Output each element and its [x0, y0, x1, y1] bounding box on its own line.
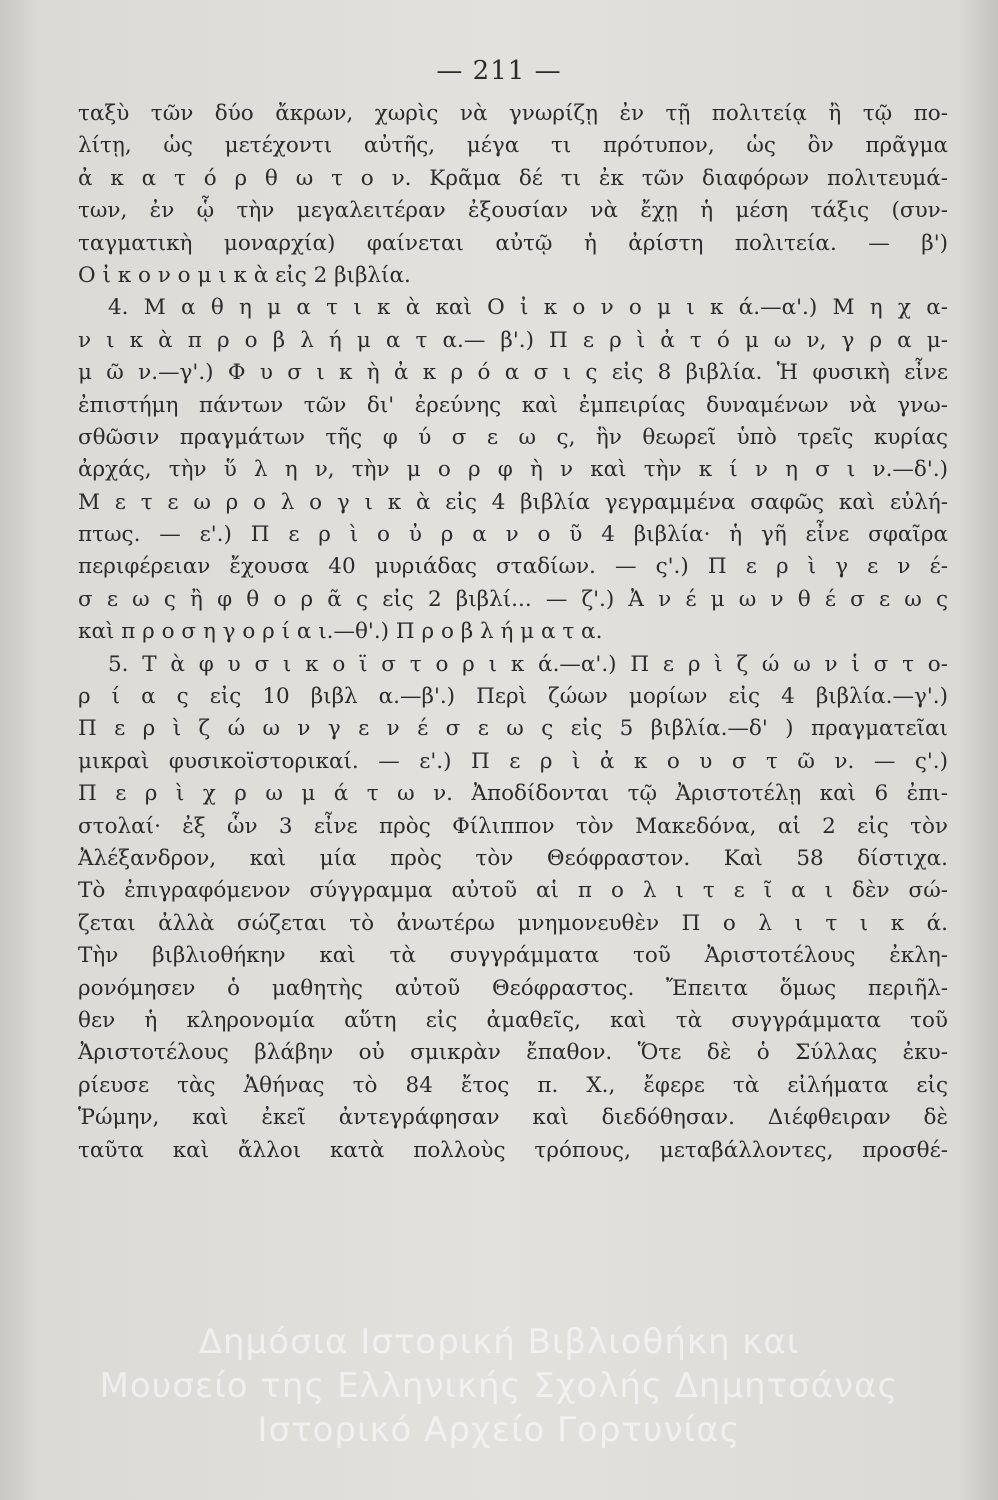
text-line: Ἀριστοτέλους βλάβην οὐ σμικρὰν ἔπαθον. Ὅτε δὲ ὁ Σύλλας ἐκυ- — [78, 1040, 948, 1066]
text-line: ταγματικὴ μοναρχία) φαίνεται αὐτῷ ἡ ἀρίστη πολιτεία. — β') — [78, 230, 948, 256]
text-line: λίτῃ, ὡς μετέχοντι αὐτῆς, μέγα τι πρότυπον, ὡς ὂν πρᾶγμα — [78, 133, 948, 159]
text-line: σ ε ω ς ἢ φ θ ο ρ ᾶ ς εἰς 2 βιβλί... — ζ'.) Ἀ ν έ μ ω ν θ έ σ ε ω ς — [78, 586, 948, 612]
text-line: Ο ἰ κ ο ν ο μ ι κ ὰ εἰς 2 βιβλία. — [78, 262, 411, 288]
text-line: Μ ε τ ε ω ρ ο λ ο γ ι κ ὰ εἰς 4 βιβλία γεγραμμένα σαφῶς καὶ εὐλή- — [78, 489, 948, 515]
text-line: 4. Μ α θ η μ α τ ι κ ὰ καὶ Ο ἰ κ ο ν ο μ ι κ ά.—α'.) Μ η χ α- — [108, 295, 948, 321]
text-line: ταῦτα καὶ ἄλλοι κατὰ πολλοὺς τρόπους, μεταβάλλοντες, προσθέ- — [78, 1137, 948, 1163]
text-line: στολαί· ἐξ ὧν 3 εἶνε πρὸς Φίλιππον τὸν Μακεδόνα, αἱ 2 εἰς τὸν — [78, 813, 948, 839]
text-line: ζεται ἀλλὰ σώζεται τὸ ἀνωτέρω μνημονευθὲν Π ο λ ι τ ι κ ά. — [78, 910, 948, 936]
library-watermark-line: Μουσείο της Ελληνικής Σχολής Δημητσάνας — [99, 1366, 899, 1406]
text-line: 5. Τ ὰ φ υ σ ι κ ο ϊ σ τ ο ρ ι κ ά.—α'.) Π ε ρ ὶ ζ ώ ω ν ἱ σ τ ο- — [108, 651, 948, 677]
text-line: πτως. — ε'.) Π ε ρ ὶ ο ὐ ρ α ν ο ῦ 4 βιβλία· ἡ γῆ εἶνε σφαῖρα — [78, 522, 948, 548]
text-line: καὶ π ρ ο σ η γ ο ρ ί α ι.—θ'.) Π ρ ο β λ ή μ α τ α. — [78, 619, 603, 645]
text-line: ἀ κ α τ ό ρ θ ω τ ο ν. Κρᾶμα δέ τι ἐκ τῶν διαφόρων πολιτευμά- — [78, 165, 948, 191]
text-line: περιφέρειαν ἔχουσα 40 μυριάδας σταδίων. — ς'.) Π ε ρ ὶ γ ε ν έ- — [78, 554, 948, 580]
library-watermark-line: Ιστορικό Αρχείο Γορτυνίας — [257, 1410, 741, 1450]
text-line: ἐπιστήμη πάντων τῶν δι' ἐρεύνης καὶ ἐμπειρίας δυναμένων νὰ γνω- — [78, 392, 948, 418]
text-line: σθῶσιν πραγμάτων τῆς φ ύ σ ε ω ς, ἣν θεωρεῖ ὑπὸ τρεῖς κυρίας — [78, 424, 948, 450]
text-line: μικραὶ φυσικοϊστορικαί. — ε'.) Π ε ρ ὶ ἀ κ ο υ σ τ ῶ ν. — ς'.) — [78, 748, 948, 774]
library-watermark-line: Δημόσια Ιστορική Βιβλιοθήκη και — [198, 1322, 800, 1362]
text-line: ν ι κ ὰ π ρ ο β λ ή μ α τ α.— β'.) Π ε ρ ὶ ἀ τ ό μ ω ν, γ ρ α μ- — [78, 327, 948, 353]
text-line: Τὸ ἐπιγραφόμενον σύγγραμμα αὐτοῦ αἱ π ο λ ι τ ε ῖ α ι δὲν σώ- — [78, 878, 948, 904]
text-line: ρονόμησεν ὁ μαθητὴς αὐτοῦ Θεόφραστος. Ἔπειτα ὅμως περιῆλ- — [78, 975, 948, 1001]
text-line: Π ε ρ ὶ ζ ώ ω ν γ ε ν έ σ ε ω ς εἰς 5 βιβλία.—δ' ) πραγματεῖαι — [78, 716, 948, 742]
text-line: ἀρχάς, τὴν ὕ λ η ν, τὴν μ ο ρ φ ὴ ν καὶ τὴν κ ί ν η σ ι ν.—δ'.) — [78, 457, 948, 483]
text-line: θεν ἡ κληρονομία αὕτη εἰς ἀμαθεῖς, καὶ τὰ συγγράμματα τοῦ — [78, 1007, 948, 1033]
text-line: ρ ί α ς εἰς 10 βιβλ α.—β'.) Περὶ ζώων μορίων εἰς 4 βιβλία.—γ'.) — [78, 684, 948, 710]
text-line: Τὴν βιβλιοθήκην καὶ τὰ συγγράμματα τοῦ Ἀριστοτέλους ἐκλη- — [78, 943, 948, 969]
page-number: — 211 — — [436, 56, 562, 86]
text-line: μ ῶ ν.—γ'.) Φ υ σ ι κ ὴ ἀ κ ρ ό α σ ι ς εἰς 8 βιβλία. Ἡ φυσικὴ εἶνε — [78, 360, 948, 386]
text-line: ρίευσε τὰς Ἀθήνας τὸ 84 ἔτος π. Χ., ἔφερε τὰ εἰλήματα εἰς — [78, 1072, 948, 1098]
text-line: Ῥώμην, καὶ ἐκεῖ ἀντεγράφησαν καὶ διεδόθησαν. Διέφθειραν δὲ — [78, 1105, 948, 1131]
text-line: Ἀλέξανδρον, καὶ μία πρὸς τὸν Θεόφραστον. Καὶ 58 δίστιχα. — [78, 845, 948, 871]
text-line: ταξὺ τῶν δύο ἄκρων, χωρὶς νὰ γνωρίζῃ ἐν τῇ πολιτείᾳ ἢ τῷ πο- — [78, 101, 948, 126]
text-line: των, ἐν ᾧ τὴν μεγαλειτέραν ἐξουσίαν νὰ ἔχῃ ἡ μέση τάξις (συν- — [78, 198, 948, 224]
body-text — [78, 98, 948, 1167]
text-line: Π ε ρ ὶ χ ρ ω μ ά τ ω ν. Ἀποδίδονται τῷ Ἀριστοτέλῃ καὶ 6 ἐπι- — [78, 781, 948, 807]
